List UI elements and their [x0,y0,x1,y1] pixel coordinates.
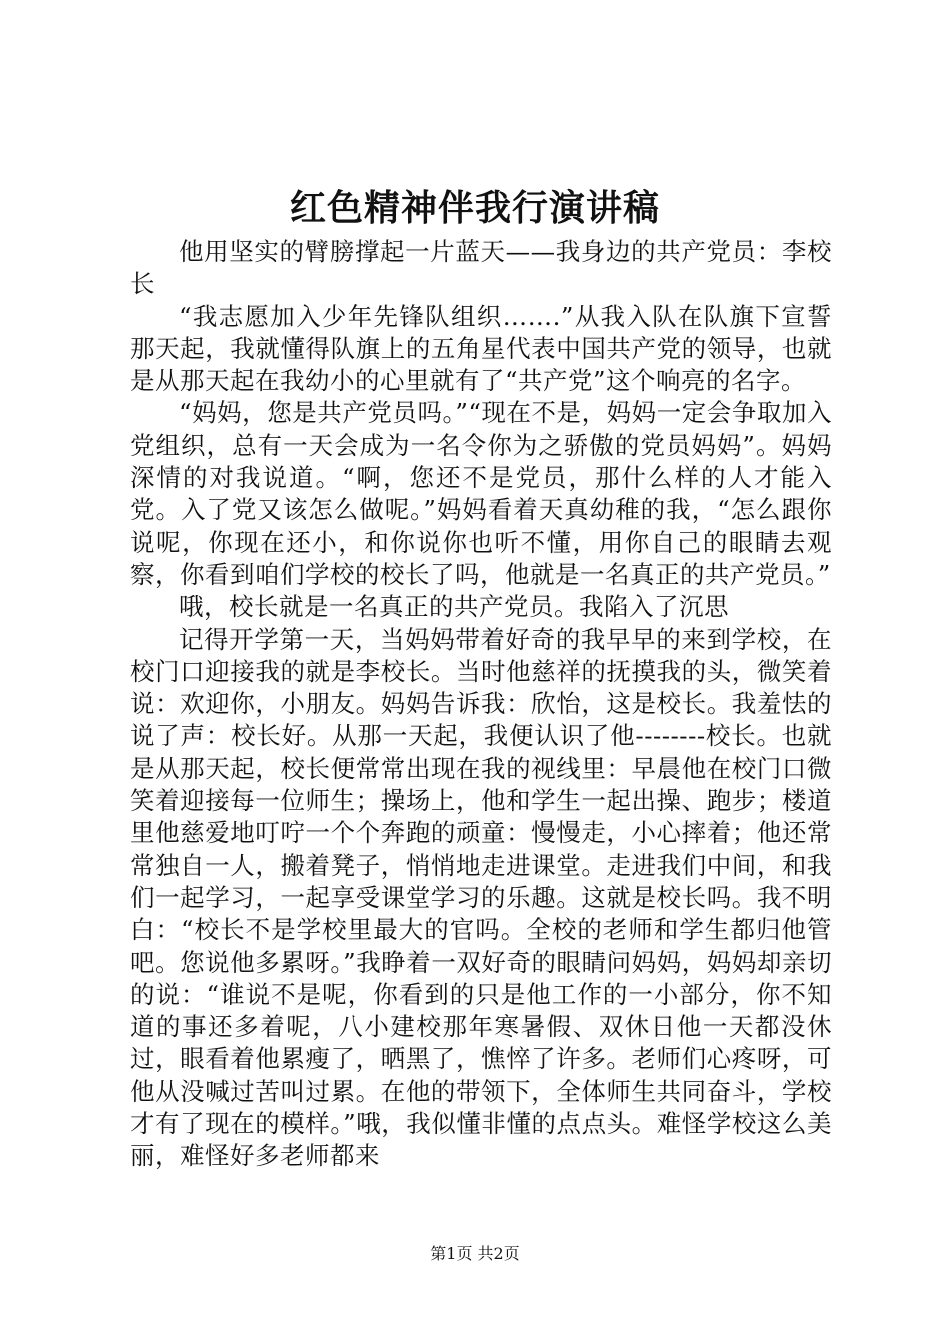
document-body [130,236,832,1173]
document-title: 红色精神伴我行演讲稿 [289,187,660,229]
paragraph: 记得开学第一天，当妈妈带着好奇的我早早的来到学校，在校门口迎接我的就是李校长。当时他慈祥的抚摸我的头，微笑着说：欢迎你，小朋友。妈妈告诉我：欣怡，这是校长。我羞怯的说了声：校长好。从那一天起，我便认识了他--------校长。也就是从那天起，校长便常常出现在我的视线里：早晨他在校门口微笑着迎接每一位师生；操场上，他和学生一起出操、跑步；楼道里他慈爱地叮咛一个个奔跑的顽童：慢慢走，小心摔着；他还常常独自一人，搬着凳子，悄悄地走进课堂。走进我们中间，和我们一起学习，一起享受课堂学习的乐趣。这就是校长吗。我不明白：“校长不是学校里最大的官吗。全校的老师和学生都归他管吧。您说他多累呀。”我睁着一双好奇的眼睛问妈妈，妈妈却亲切的说：“谁说不是呢，你看到的只是他工作的一小部分，你不知道的事还多着呢，八小建校那年寒暑假、双休日他一天都没休过，眼看着他累瘦了，晒黑了，憔悴了许多。老师们心疼呀，可他从没喊过苦叫过累。在他的带领下，全体师生共同奋斗，学校才有了现在的模样。”哦，我似懂非懂的点点头。难怪学校这么美丽，难怪好多老师都来 [130,624,832,1171]
paragraph: 他用坚实的臂膀撑起一片蓝天——我身边的共产党员：李校长 [130,237,832,299]
paragraph: 哦，校长就是一名真正的共产党员。我陷入了沉思 [179,592,729,622]
paragraph: “妈妈，您是共产党员吗。”“现在不是，妈妈一定会争取加入党组织，总有一天会成为一名令你为之骄傲的党员妈妈”。妈妈深情的对我说道。“啊，您还不是党员，那什么样的人才能入党。入了党又该怎么做呢。”妈妈看着天真幼稚的我，“怎么跟你说呢，你现在还小，和你说你也听不懂，用你自己的眼睛去观察，你看到咱们学校的校长了吗，他就是一名真正的共产党员。” [130,398,832,589]
paragraph: “我志愿加入少年先锋队组织…….”从我入队在队旗下宣誓那天起，我就懂得队旗上的五角星代表中国共产党的领导，也就是从那天起在我幼小的心里就有了“共产党”这个响亮的名字。 [130,301,832,396]
page-footer: 第1页 共2页 [430,1244,520,1263]
